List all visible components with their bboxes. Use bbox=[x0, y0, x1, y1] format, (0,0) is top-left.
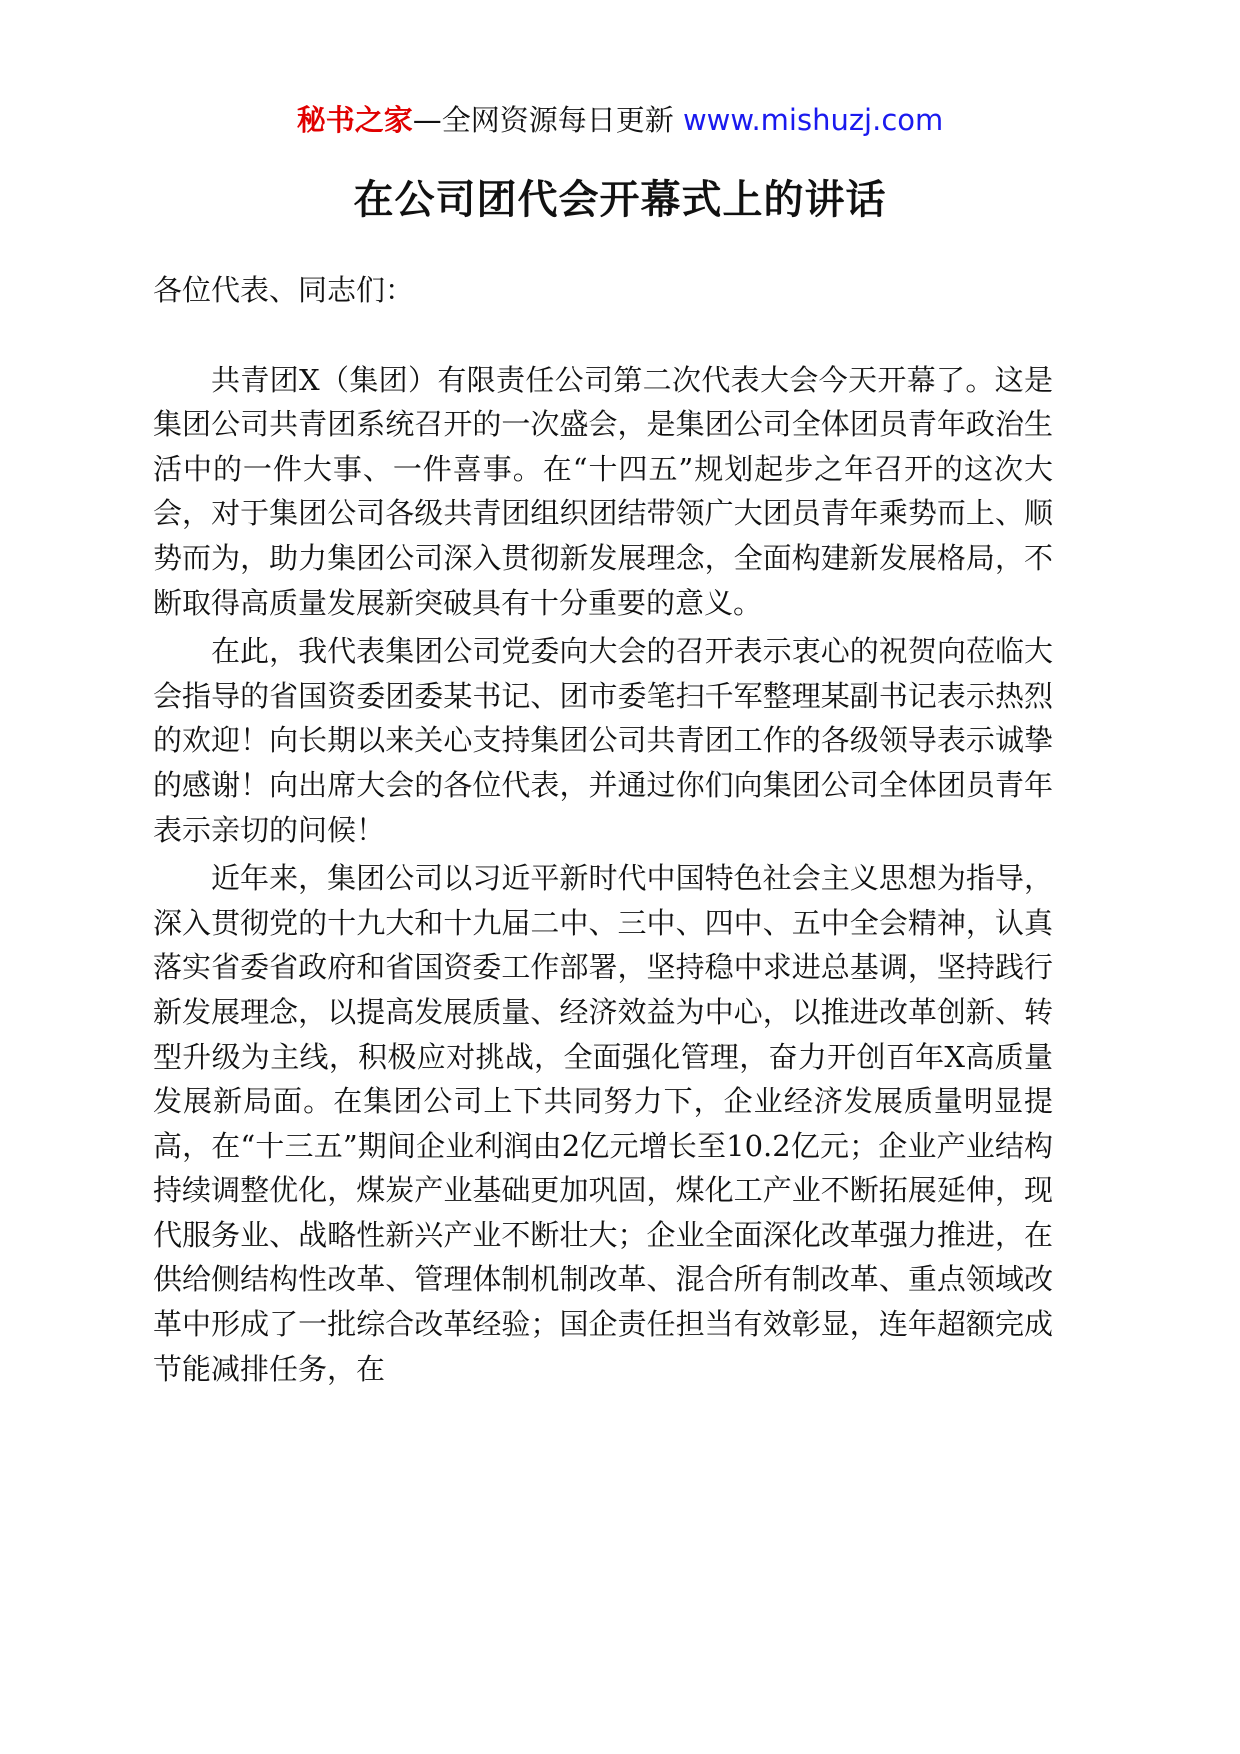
site-header bbox=[0, 100, 1240, 140]
salutation: 各位代表、同志们： bbox=[153, 273, 415, 307]
paragraph: 共青团X（集团）有限责任公司第二次代表大会今天开幕了。这是集团公司共青团系统召开的一次盛会，是集团公司全体团员青年政治生活中的一件大事、一件喜事。在“十四五”规划起步之年召开的这次大会，对于集团公司各级共青团组织团结带领广大团员青年乘势而上、顺势而为，助力集团公司深入贯彻新发展理念，全面构建新发展格局，不断取得高质量发展新突破具有十分重要的意义。 bbox=[153, 362, 1053, 620]
header-slogan: —全网资源每日更新 bbox=[412, 103, 683, 137]
site-url[interactable]: www.mishuzj.com bbox=[682, 103, 944, 137]
paragraph: 在此，我代表集团公司党委向大会的召开表示衷心的祝贺向莅临大会指导的省国资委团委某书记、团市委笔扫千军整理某副书记表示热烈的欢迎！向长期以来关心支持集团公司共青团工作的各级领导表示诚挚的感谢！向出席大会的各位代表，并通过你们向集团公司全体团员青年表示亲切的问候！ bbox=[153, 634, 1053, 847]
brand-name: 秘书之家 bbox=[296, 103, 413, 137]
paragraph: 近年来，集团公司以习近平新时代中国特色社会主义思想为指导，深入贯彻党的十九大和十九届二中、三中、四中、五中全会精神，认真落实省委省政府和省国资委工作部署，坚持稳中求进总基调，坚持践行新发展理念，以提高发展质量、经济效益为中心，以推进改革创新、转型升级为主线，积极应对挑战，全面强化管理，奋力开创百年X高质量发展新局面。在集团公司上下共同努力下，企业经济发展质量明显提高，在“十三五”期间企业利润由2亿元增长至10.2亿元；企业产业结构持续调整优化，煤炭产业基础更加巩固，煤化工产业不断拓展延伸，现代服务业、战略性新兴产业不断壮大；企业全面深化改革强力推进，在供给侧结构性改革、管理体制机制改革、混合所有制改革、重点领域改革中形成了一批综合改革经验；国企责任担当有效彰显，连年超额完成节能减排任务，在 bbox=[153, 861, 1053, 1386]
document-body bbox=[153, 268, 1053, 1395]
document-title: 在公司团代会开幕式上的讲话 bbox=[353, 176, 887, 223]
